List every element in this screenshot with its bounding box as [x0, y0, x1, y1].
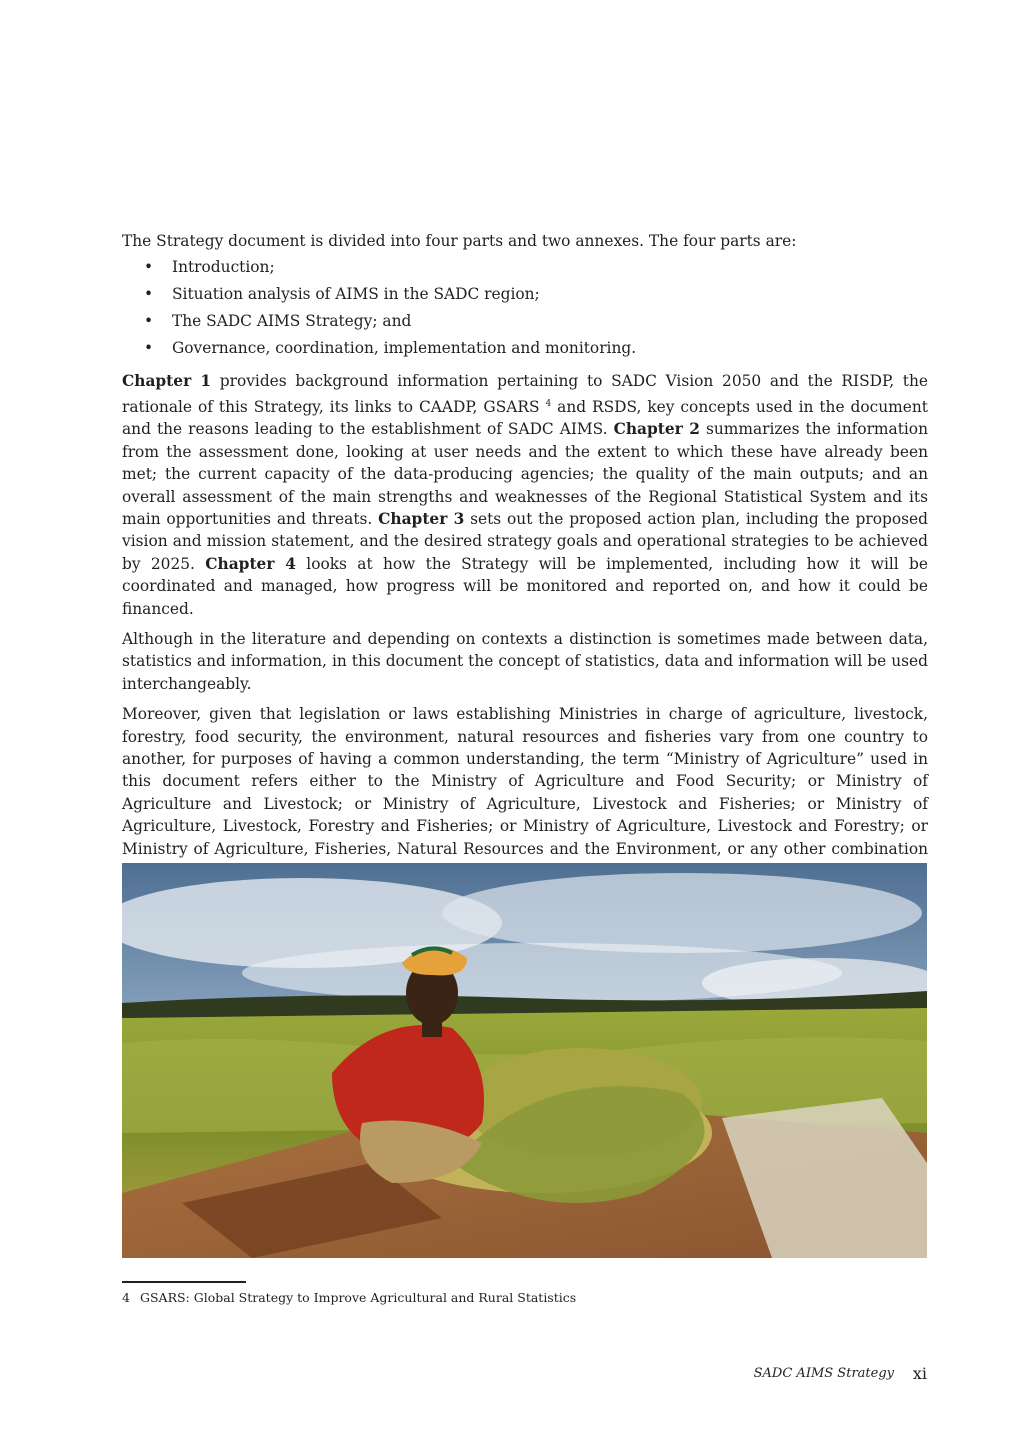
intro-paragraph: The Strategy document is divided into four parts and two annexes. The four parts are:	[122, 232, 797, 250]
list-item: • Governance, coordination, implementation and monitoring.	[122, 335, 928, 362]
terminology-paragraph: Although in the literature and depending on contexts a distinction is sometimes made between data, statistics and information, in this document the concept of statistics, data and information will be used interchangeably.	[122, 630, 928, 693]
list-item: • Situation analysis of AIMS in the SADC region;	[122, 281, 928, 308]
ministry-paragraph: Moreover, given that legislation or laws establishing Ministries in charge of agriculture, livestock, forestry, food security, the environment, natural resources and fisheries vary from one country to another, for purposes of having a common understanding, the term “Ministry of Agriculture” used in this document refers either to the Ministry of Agriculture and Food Security; or Ministry of Agriculture and Livestock; or Ministry of Agriculture, Livestock and Fisheries; or Ministry of Agriculture, Livestock, Forestry and Fisheries; or Ministry of Agriculture, Livestock and Forestry; or Ministry of Agriculture, Fisheries, Natural Resources and the Environment, or any other combination	[122, 705, 928, 858]
bullet-icon: •	[144, 312, 154, 331]
body-text	[122, 230, 928, 890]
list-item: • Introduction;	[122, 254, 928, 281]
chapter-4-label: Chapter 4	[205, 554, 296, 573]
photo-illustration	[122, 863, 927, 1258]
chapter-3-label: Chapter 3	[378, 509, 465, 528]
footnote-number: 4	[122, 1290, 130, 1305]
chapter-2-label: Chapter 2	[613, 420, 700, 439]
bullet-icon: •	[144, 285, 154, 304]
photo-woman-harvesting-rice	[122, 863, 927, 1258]
parts-list	[122, 254, 928, 362]
footnote-separator	[122, 1281, 246, 1283]
chapter-1-label: Chapter 1	[122, 372, 212, 391]
running-title: SADC AIMS Strategy	[753, 1366, 894, 1381]
footnote-text: GSARS: Global Strategy to Improve Agricultural and Rural Statistics	[140, 1290, 577, 1305]
footnote-ref[interactable]: 4	[545, 398, 552, 409]
photo-credit: © FAO/Alberto Conti	[938, 1137, 952, 1256]
footnote	[122, 1290, 576, 1306]
bullet-icon: •	[144, 339, 154, 358]
bullet-icon: •	[144, 258, 154, 277]
list-item: • The SADC AIMS Strategy; and	[122, 308, 928, 335]
chapters-paragraph: Chapter 1 provides background information pertaining to SADC Vision 2050 and the RISDP, the rationale of this Strategy, its links to CAADP, GSARS $^4$ and RSDS, key concepts used in the document and the reasons leading to the establishment of SADC AIMS. Chapter 2 summarizes the information from the assessment done, looking at user needs and the extent to which these have already been met; the current capacity of the data-producing agencies; the quality of the main outputs; and an overall assessment of the main strengths and weaknesses of the Regional Statistical System and its main opportunities and threats. Chapter 3 sets out the proposed action plan, including the proposed vision and mission statement, and the desired strategy goals and operational strategies to be achieved by 2025. Chapter 4 looks at how the Strategy will be implemented, including how it will be coordinated and managed, how progress will be monitored and reported on, and how it could be financed.	[122, 372, 929, 618]
page-number: xi	[912, 1364, 927, 1383]
